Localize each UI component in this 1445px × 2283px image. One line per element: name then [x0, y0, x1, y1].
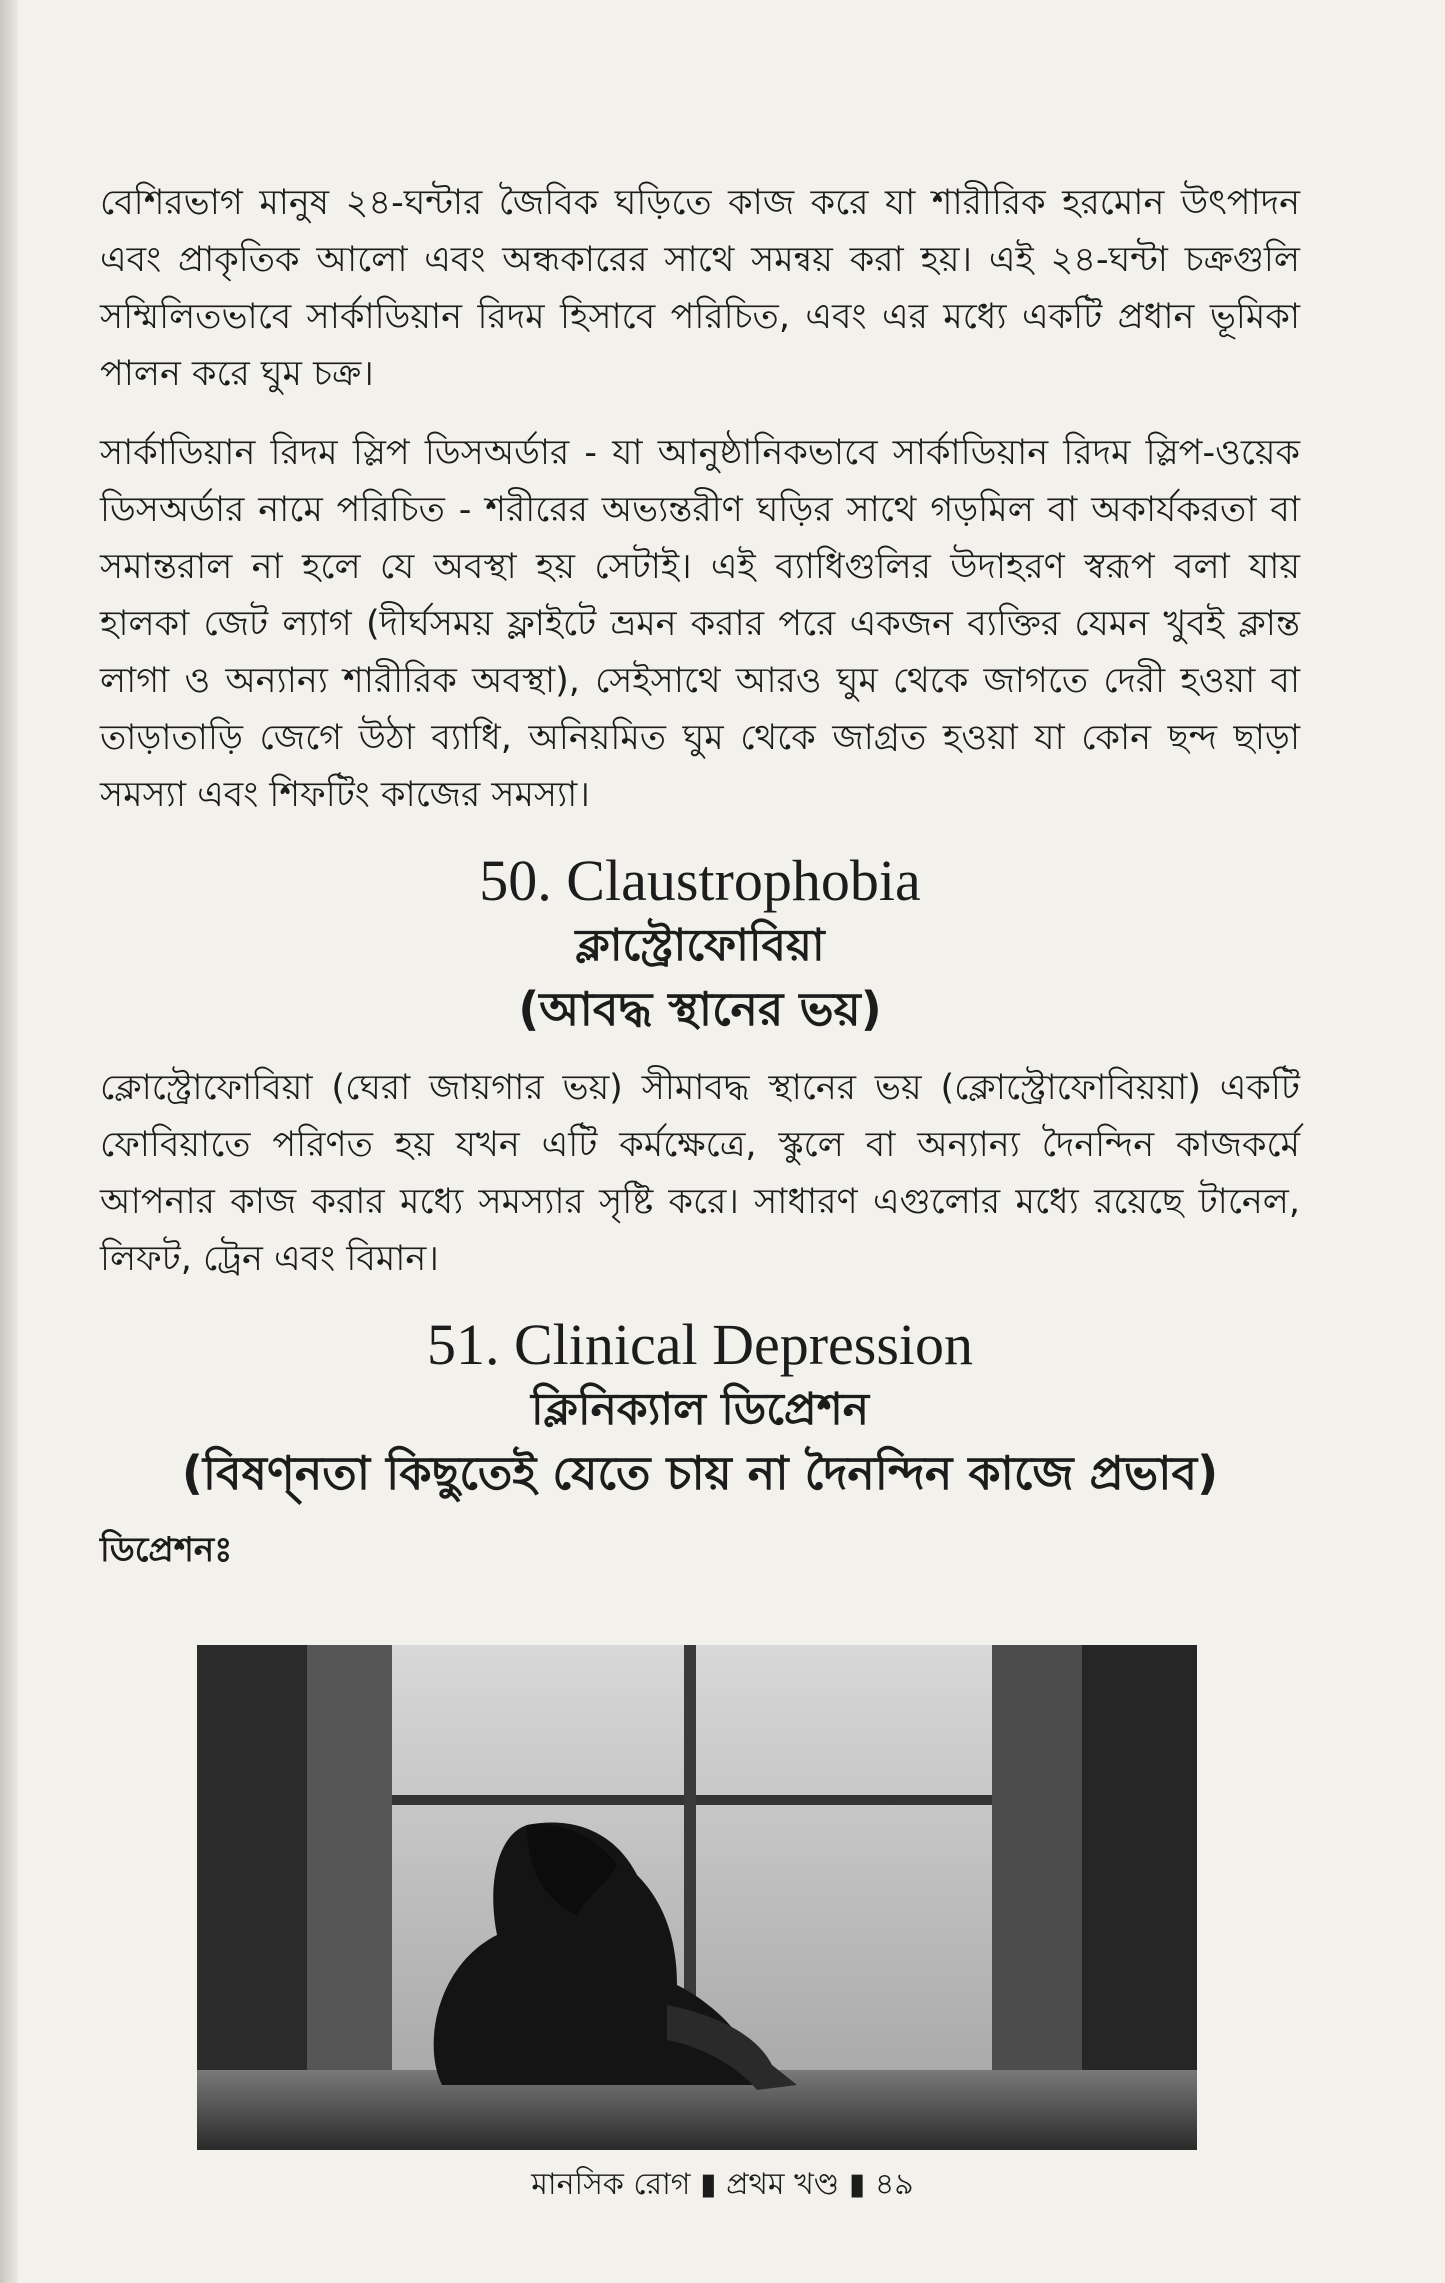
- section-51-title-bn: ক্লিনিক্যাল ডিপ্রেশন: [530, 1384, 870, 1435]
- section-51-heading: [100, 1310, 1300, 1506]
- depression-label: ডিপ্রেশনঃ: [100, 1530, 233, 1570]
- depression-photo-illustration: [197, 1645, 1197, 2150]
- page-footer: [0, 2165, 1445, 2205]
- footer-separator: ▮: [848, 2167, 866, 2202]
- section-51-subtitle-bn: (বিষণ্নতা কিছুতেই যেতে চায় না দৈনন্দিন কাজে প্রভাব): [181, 1446, 1219, 1500]
- footer-page-number: ৪৯: [874, 2167, 914, 2202]
- footer-book-title: মানসিক রোগ: [531, 2167, 691, 2202]
- paragraph-circadian-intro: বেশিরভাগ মানুষ ২৪-ঘন্টার জৈবিক ঘড়িতে কাজ করে যা শারীরিক হরমোন উৎপাদন এবং প্রাকৃতিক আলো এবং অন্ধকারের সাথে সমন্বয় করা হয়। এই ২৪-ঘন্টা চক্রগুলি সম্মিলিতভাবে সার্কাডিয়ান রিদম হিসাবে পরিচিত, এবং এর মধ্যে একটি প্রধান ভূমিকা পালন করে ঘুম চক্র।: [100, 183, 1300, 394]
- page-spine-shadow: [0, 0, 18, 2283]
- section-51-title-en: 51. Clinical Depression: [426, 1312, 974, 1377]
- section-50-heading: [100, 846, 1300, 1042]
- section-50-title-en: 50. Claustrophobia: [479, 848, 921, 913]
- footer-part: প্রথম খণ্ড: [726, 2167, 840, 2202]
- section-50-title-bn: ক্লাস্ট্রোফোবিয়া: [575, 920, 825, 971]
- depression-photo: [197, 1645, 1197, 2150]
- paragraph-circadian-disorder: সার্কাডিয়ান রিদম স্লিপ ডিসঅর্ডার - যা আনুষ্ঠানিকভাবে সার্কাডিয়ান রিদম স্লিপ-ওয়েক ডিসঅর্ডার নামে পরিচিত - শরীরের অভ্যন্তরীণ ঘড়ির সাথে গড়মিল বা অকার্যকরতা বা সমান্তরাল না হলে যে অবস্থা হয় সেটাই। এই ব্যাধিগুলির উদাহরণ স্বরূপ বলা যায় হালকা জেট ল্যাগ (দীর্ঘসময় ফ্লাইটে ভ্রমন করার পরে একজন ব্যক্তির যেমন খুবই ক্লান্ত লাগা ও অন্যান্য শারীরিক অবস্থা), সেইসাথে আরও ঘুম থেকে জাগতে দেরী হওয়া বা তাড়াতাড়ি জেগে উঠা ব্যাধি, অনিয়মিত ঘুম থেকে জাগ্রত হওয়া যা কোন ছন্দ ছাড়া সমস্যা এবং শিফটিং কাজের সমস্যা।: [100, 433, 1300, 815]
- section-50-subtitle-bn: (আবদ্ধ স্থানের ভয়): [518, 982, 882, 1036]
- footer-separator: ▮: [700, 2167, 717, 2202]
- section-50-body: ক্লোস্ট্রোফোবিয়া (ঘেরা জায়গার ভয়) সীমাবদ্ধ স্থানের ভয় (ক্লোস্ট্রোফোবিয়য়া) একটি ফোবিয়াতে পরিণত হয় যখন এটি কর্মক্ষেত্রে, স্কুলে বা অন্যান্য দৈনন্দিন কাজকর্মে আপনার কাজ করার মধ্যে সমস্যার সৃষ্টি করে। সাধারণ এগুলোর মধ্যে রয়েছে টানেল, লিফট, ট্রেন এবং বিমান।: [100, 1068, 1300, 1279]
- page-content: [100, 175, 1300, 1581]
